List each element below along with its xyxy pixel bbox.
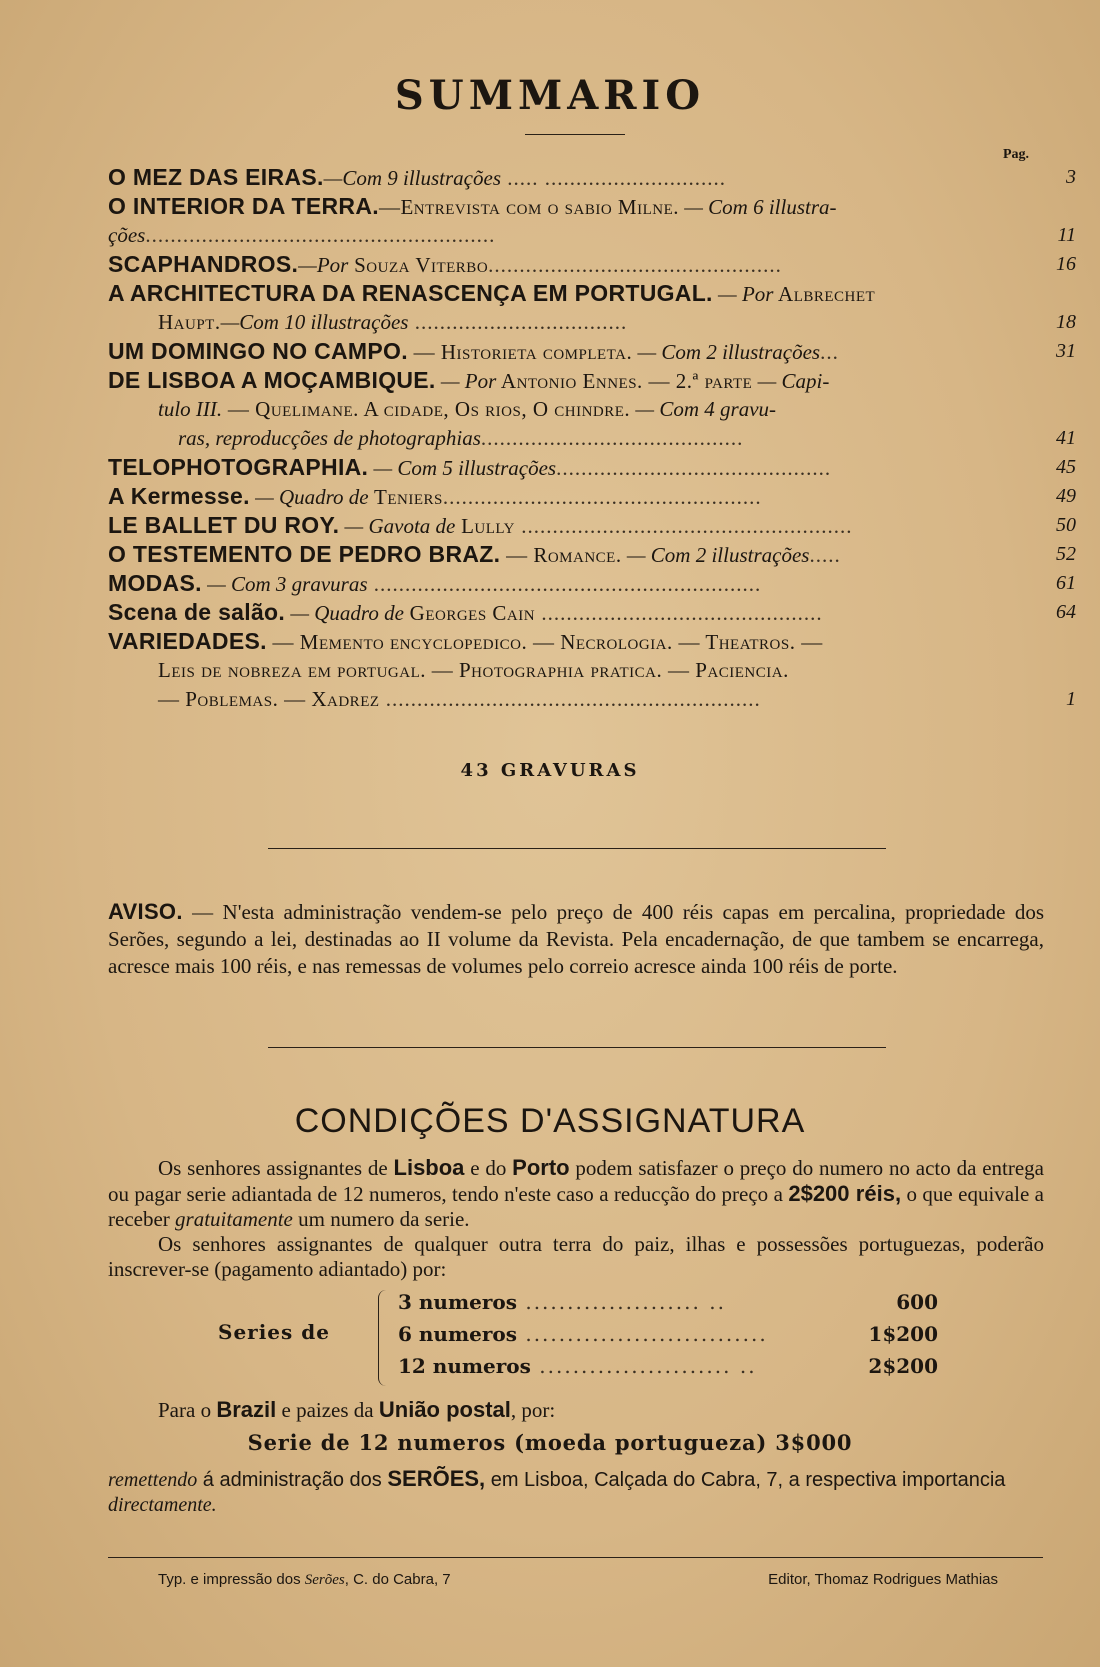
footer-editor: Editor, Thomaz Rodrigues Mathias — [768, 1571, 998, 1588]
gravuras-count: 43 GRAVURAS — [460, 760, 640, 781]
toc-page-number: 64 — [1056, 601, 1076, 623]
toc-entry-title: VARIEDADES. — [108, 628, 267, 654]
toc-page-number: 61 — [1056, 572, 1076, 594]
toc-entry-title: MODAS. — [108, 570, 202, 596]
toc-page-number: 49 — [1056, 485, 1076, 507]
toc-entry-title: A Kermesse. — [108, 483, 250, 509]
remittance-text: remettendo á administração dos SERÕES, em Lisboa, Calçada do Cabra, 7, a respectiva importancia directamente. — [108, 1466, 1006, 1516]
toc-entry-title: O TESTEMENTO DE PEDRO BRAZ. — [108, 541, 501, 567]
divider — [268, 848, 886, 849]
toc-entry: DE LISBOA A MOÇAMBIQUE. — Por Antonio Ennes. — 2.ª parte — Capi- tulo III. — Quelimane. A cidade, Os rios, O chindre. — Com 4 gravu- ras, reproducções de photographias.......................................... 41 — [108, 366, 1043, 453]
toc-entry-title: UM DOMINGO NO CAMPO. — [108, 338, 408, 364]
toc-entry: UM DOMINGO NO CAMPO. — Historieta completa. — Com 2 illustrações... 31 — [108, 338, 1076, 364]
toc-page-number: 3 — [1066, 166, 1076, 188]
page-title: SUMMARIO — [394, 72, 706, 119]
toc-page-number: 41 — [1056, 427, 1076, 449]
page-column-label: Pag. — [1003, 147, 1030, 162]
toc-entry-title: A ARCHITECTURA DA RENASCENÇA EM PORTUGAL. — [108, 280, 713, 306]
series-row: 6 numeros ............................. 1$200 — [398, 1322, 938, 1346]
toc-entry: TELOPHOTOGRAPHIA. — Com 5 illustrações............................................ 45 — [108, 454, 1076, 480]
table-of-contents — [108, 163, 1076, 714]
toc-page-number: 31 — [1056, 340, 1076, 362]
toc-entry-title: SCAPHANDROS. — [108, 251, 299, 277]
series-row: 3 numeros ..................... .. 600 — [398, 1290, 938, 1314]
toc-entry: O TESTEMENTO DE PEDRO BRAZ. — Romance. — Com 2 illustrações..... 52 — [108, 541, 1076, 567]
toc-entry: LE BALLET DU ROY. — Gavota de Lully ..................................................... 50 — [108, 512, 1076, 538]
toc-entry: A Kermesse. — Quadro de Teniers................................................... 49 — [108, 483, 1076, 509]
title-rule — [525, 134, 625, 135]
toc-entry-title: O MEZ DAS EIRAS. — [108, 164, 324, 190]
toc-entry-title: LE BALLET DU ROY. — [108, 512, 340, 538]
aviso-text: — N'esta administração vendem-se pelo preço de 400 réis capas em percalina, propriedade dos Serões, segundo a lei, destinadas ao II volume da Revista. Pela encadernação, de que tambem se encarrega, acresce mais 100 réis, e nas remessas de volumes pelo correio acresce ainda 100 réis de porte. — [108, 900, 1044, 978]
series-label: Series de — [218, 1320, 330, 1344]
toc-entry-title: Scena de salão. — [108, 599, 286, 625]
toc-entry: SCAPHANDROS.—Por Souza Viterbo............................................... 16 — [108, 251, 1076, 277]
serie-price-line: Serie de 12 numeros (moeda portugueza) 3$000 — [247, 1430, 853, 1455]
toc-entry: O INTERIOR DA TERRA.—Entrevista com o sabio Milne. — Com 6 illustra- ções........................................................ 11 — [108, 192, 1043, 250]
toc-entry-title: O INTERIOR DA TERRA. — [108, 193, 379, 219]
series-row: 12 numeros ....................... .. 2$200 — [398, 1354, 938, 1378]
footer: Typ. e impressão dos Serões, C. do Cabra, 7 Editor, Thomaz Rodrigues Mathias — [158, 1571, 998, 1588]
toc-page-number: 45 — [1056, 456, 1076, 478]
brace-icon — [378, 1290, 393, 1386]
toc-page-number: 50 — [1056, 514, 1076, 536]
brazil-line: Para o Brazil e paizes da União postal, por: — [158, 1397, 556, 1422]
aviso-heading: AVISO. — [108, 899, 183, 924]
toc-page-number: 16 — [1056, 253, 1076, 275]
footer-rule — [108, 1557, 1043, 1558]
toc-page-number: 1 — [1066, 688, 1076, 710]
conditions-title: CONDIÇÕES D'ASSIGNATURA — [294, 1102, 806, 1140]
toc-page-number: 11 — [1057, 224, 1076, 246]
toc-entry: VARIEDADES. — Memento encyclopedico. — Necrologia. — Theatros. — Leis de nobreza em portugal. — Photographia pratica. — Paciencia. — Poblemas. — Xadrez ............................................................ 1 — [108, 627, 1043, 714]
toc-entry-title: TELOPHOTOGRAPHIA. — [108, 454, 369, 480]
toc-entry: A ARCHITECTURA DA RENASCENÇA EM PORTUGAL. — Por Albrechet Haupt.—Com 10 illustrações .................................. 18 — [108, 279, 1043, 337]
divider — [268, 1047, 886, 1048]
toc-entry: MODAS. — Com 3 gravuras .............................................................. 61 — [108, 570, 1076, 596]
toc-entry: O MEZ DAS EIRAS.—Com 9 illustrações ..... ............................. 3 — [108, 164, 1076, 190]
aviso-notice — [108, 898, 1044, 980]
toc-page-number: 52 — [1056, 543, 1076, 565]
toc-entry-title: DE LISBOA A MOÇAMBIQUE. — [108, 367, 436, 393]
toc-entry: Scena de salão. — Quadro de Georges Cain ............................................. 64 — [108, 599, 1076, 625]
toc-page-number: 18 — [1056, 311, 1076, 333]
conditions-text: Os senhores assignantes de Lisboa e do Porto podem satisfazer o preço do numero no acto da entrega ou pagar serie adiantada de 12 numeros, tendo n'este caso a reducção do preço a 2$200 réis, o que equivale a receber gratuitamente um numero da serie. Os senhores assignantes de qualquer outra terra do paiz, ilhas e possessões portuguezas, poderão inscrever-se (pagamento adiantado) por: — [108, 1155, 1045, 1281]
